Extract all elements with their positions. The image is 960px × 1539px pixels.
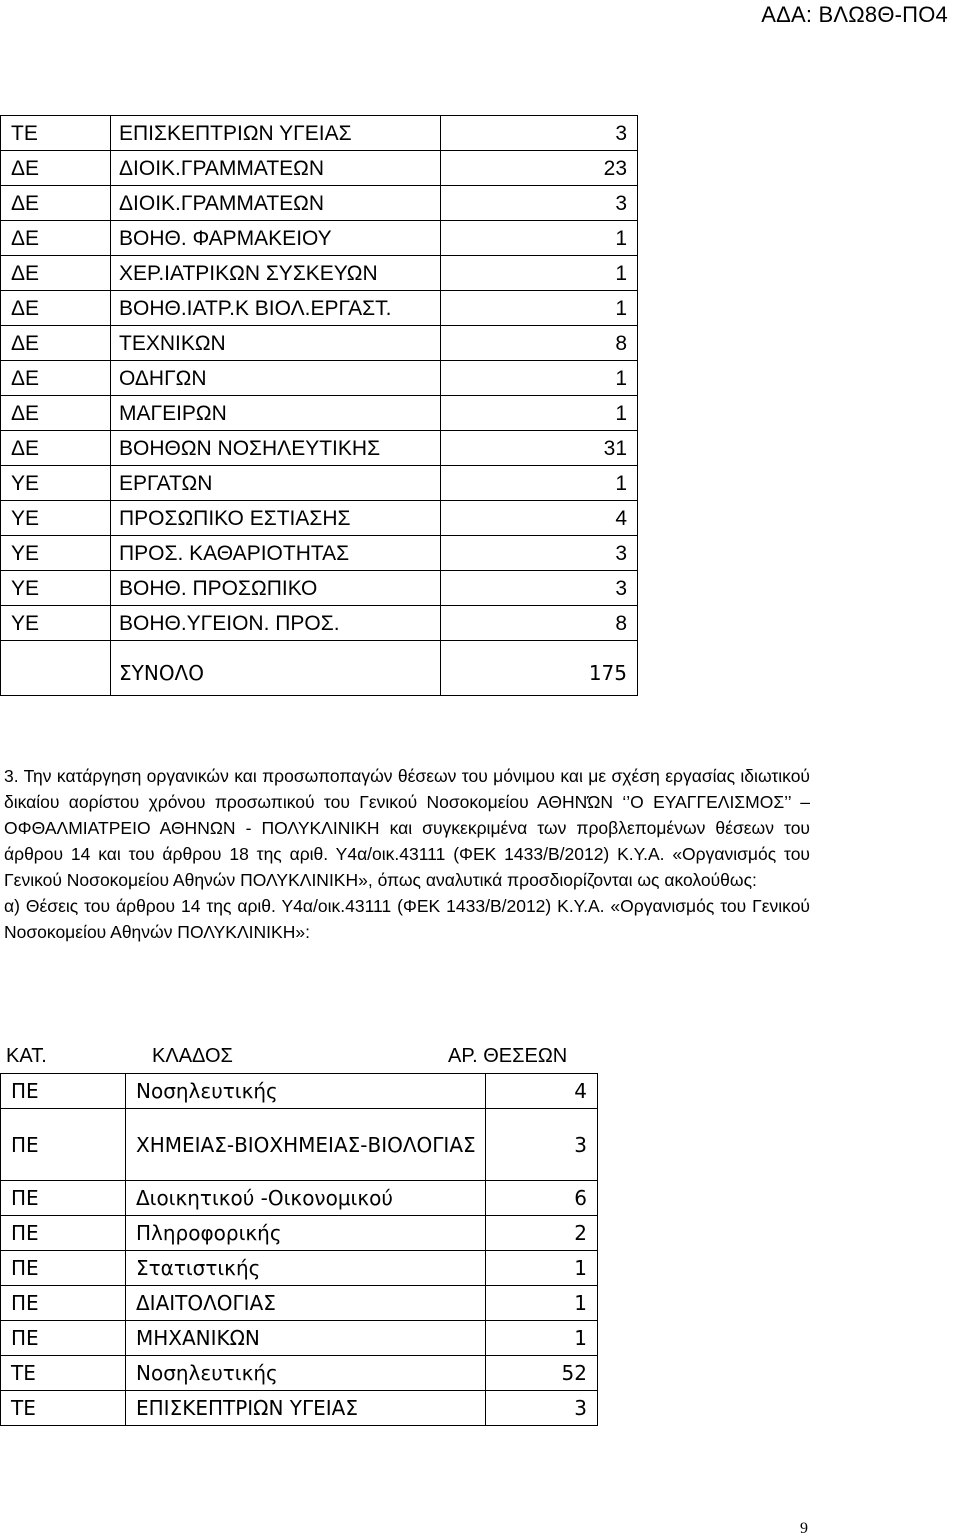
count-cell: 8 [441, 606, 638, 641]
branch-cell: ΒΟΗΘ. ΠΡΟΣΩΠΙΚΟ [111, 571, 441, 606]
positions-table-continued [0, 115, 638, 696]
column-header-category: ΚΑΤ. [6, 1045, 47, 1067]
table-row [1, 571, 638, 606]
category-cell: ΔΕ [1, 431, 111, 466]
table-row [1, 1251, 598, 1286]
table-row [1, 1216, 598, 1251]
branch-cell: ΠΡΟΣΩΠΙΚΟ ΕΣΤΙΑΣΗΣ [111, 501, 441, 536]
category-cell: ΠΕ [1, 1109, 126, 1181]
table-row [1, 606, 638, 641]
branch-cell: ΕΠΙΣΚΕΠΤΡΙΩΝ ΥΓΕΙΑΣ [126, 1391, 486, 1426]
branch-cell: ΔΙΟΙΚ.ΓΡΑΜΜΑΤΕΩΝ [111, 186, 441, 221]
table-row [1, 256, 638, 291]
total-label: ΣΥΝΟΛΟ [111, 641, 441, 696]
category-cell: ΠΕ [1, 1074, 126, 1109]
table-row [1, 536, 638, 571]
table-row [1, 326, 638, 361]
category-cell: ΔΕ [1, 256, 111, 291]
category-cell: ΤΕ [1, 116, 111, 151]
count-cell: 1 [486, 1321, 598, 1356]
branch-cell: ΔΙΑΙΤΟΛΟΓΙΑΣ [126, 1286, 486, 1321]
category-cell: ΔΕ [1, 291, 111, 326]
category-cell: ΠΕ [1, 1216, 126, 1251]
count-cell: 1 [441, 291, 638, 326]
branch-cell: ΟΔΗΓΩΝ [111, 361, 441, 396]
column-header-positions: ΑΡ. ΘΕΣΕΩΝ [448, 1045, 568, 1067]
count-cell: 1 [486, 1251, 598, 1286]
count-cell: 1 [441, 396, 638, 431]
page-number: 9 [800, 1520, 808, 1537]
count-cell: 6 [486, 1181, 598, 1216]
category-cell: ΥΕ [1, 501, 111, 536]
table-row [1, 501, 638, 536]
count-cell: 4 [441, 501, 638, 536]
branch-cell: ΜΑΓΕΙΡΩΝ [111, 396, 441, 431]
paragraph-main: 3. Την κατάργηση οργανικών και προσωποπαγών θέσεων του μόνιμου και με σχέση εργασίας ιδιωτικού δικαίου αορίστου χρόνου προσωπικού του Γενικού Νοσοκομείου ΑΘΗΝΏΝ ‘’Ο ΕΥΑΓΓΕΛΙΣΜΟΣ’’ – ΟΦΘΑΛΜΙΑΤΡΕΙΟ ΑΘΗΝΩΝ - ΠΟΛΥΚΛΙΝΙΚΗ και συγκεκριμένα των προβλεπομένων θέσεων του άρθρου 14 και του άρθρου 18 της αριθ. Υ4α/οικ.43111 (ΦΕΚ 1433/Β/2012) Κ.Υ.Α. «Οργανισμός του Γενικού Νοσοκομείου Αθηνών ΠΟΛΥΚΛΙΝΙΚΗ», όπως αναλυτικά προσδιορίζονται ως ακολούθως: [4, 766, 810, 890]
category-cell: ΤΕ [1, 1391, 126, 1426]
branch-cell: ΒΟΗΘ. ΦΑΡΜΑΚΕΙΟΥ [111, 221, 441, 256]
category-cell: ΠΕ [1, 1286, 126, 1321]
branch-cell: Νοσηλευτικής [126, 1074, 486, 1109]
table-row [1, 116, 638, 151]
count-cell: 3 [441, 571, 638, 606]
count-cell: 1 [486, 1286, 598, 1321]
count-cell: 52 [486, 1356, 598, 1391]
table-row [1, 1286, 598, 1321]
table-row [1, 1181, 598, 1216]
category-cell: ΔΕ [1, 151, 111, 186]
count-cell: 4 [486, 1074, 598, 1109]
category-cell: ΔΕ [1, 221, 111, 256]
count-cell: 31 [441, 431, 638, 466]
count-cell: 1 [441, 256, 638, 291]
count-cell: 3 [441, 116, 638, 151]
count-cell: 8 [441, 326, 638, 361]
count-cell: 2 [486, 1216, 598, 1251]
branch-cell: ΧΕΡ.ΙΑΤΡΙΚΩΝ ΣΥΣΚΕΥΩΝ [111, 256, 441, 291]
category-cell: ΥΕ [1, 606, 111, 641]
table-row [1, 466, 638, 501]
table-row [1, 431, 638, 466]
count-cell: 1 [441, 221, 638, 256]
branch-cell: ΜΗΧΑΝΙΚΩΝ [126, 1321, 486, 1356]
paragraph-sub: α) Θέσεις του άρθρου 14 της αριθ. Υ4α/οικ.43111 (ΦΕΚ 1433/Β/2012) Κ.Υ.Α. «Οργανισμός του Γενικού Νοσοκομείου Αθηνών ΠΟΛΥΚΛΙΝΙΚΗ»: [4, 896, 810, 942]
category-cell: ΥΕ [1, 536, 111, 571]
category-cell: ΔΕ [1, 396, 111, 431]
category-cell: ΥΕ [1, 571, 111, 606]
count-cell: 3 [486, 1391, 598, 1426]
branch-cell: ΧΗΜΕΙΑΣ-ΒΙΟΧΗΜΕΙΑΣ-ΒΙΟΛΟΓΙΑΣ [126, 1109, 486, 1181]
table-row [1, 291, 638, 326]
branch-cell: ΒΟΗΘΩΝ ΝΟΣΗΛΕΥΤΙΚΗΣ [111, 431, 441, 466]
count-cell: 3 [441, 186, 638, 221]
branch-cell: ΕΡΓΑΤΩΝ [111, 466, 441, 501]
branch-cell: Πληροφορικής [126, 1216, 486, 1251]
table-row [1, 1391, 598, 1426]
total-row [1, 641, 638, 696]
paragraph-section-3 [4, 763, 810, 945]
count-cell: 3 [486, 1109, 598, 1181]
table-row [1, 1109, 598, 1181]
category-cell: ΔΕ [1, 186, 111, 221]
count-cell: 1 [441, 361, 638, 396]
category-cell: ΠΕ [1, 1181, 126, 1216]
document-code: ΑΔΑ: ΒΛΩ8Θ-ΠΟ4 [761, 2, 948, 27]
count-cell: 1 [441, 466, 638, 501]
table-row [1, 221, 638, 256]
branch-cell: ΕΠΙΣΚΕΠΤΡΙΩΝ ΥΓΕΙΑΣ [111, 116, 441, 151]
table-row [1, 1074, 598, 1109]
table-row [1, 151, 638, 186]
count-cell: 23 [441, 151, 638, 186]
table-row [1, 1321, 598, 1356]
branch-cell: ΒΟΗΘ.ΥΓΕΙΟΝ. ΠΡΟΣ. [111, 606, 441, 641]
total-value: 175 [441, 641, 638, 696]
branch-cell: Νοσηλευτικής [126, 1356, 486, 1391]
column-header-branch: ΚΛΑΔΟΣ [152, 1045, 233, 1067]
empty-cell [1, 641, 111, 696]
category-cell: ΔΕ [1, 361, 111, 396]
category-cell: ΠΕ [1, 1251, 126, 1286]
table-row [1, 186, 638, 221]
branch-cell: Στατιστικής [126, 1251, 486, 1286]
table-row [1, 1356, 598, 1391]
branch-cell: Διοικητικού -Οικονομικού [126, 1181, 486, 1216]
branch-cell: ΤΕΧΝΙΚΩΝ [111, 326, 441, 361]
category-cell: ΥΕ [1, 466, 111, 501]
positions-table-article-14 [0, 1073, 598, 1426]
branch-cell: ΠΡΟΣ. ΚΑΘΑΡΙΟΤΗΤΑΣ [111, 536, 441, 571]
category-cell: ΔΕ [1, 326, 111, 361]
count-cell: 3 [441, 536, 638, 571]
category-cell: ΠΕ [1, 1321, 126, 1356]
category-cell: ΤΕ [1, 1356, 126, 1391]
branch-cell: ΔΙΟΙΚ.ΓΡΑΜΜΑΤΕΩΝ [111, 151, 441, 186]
branch-cell: ΒΟΗΘ.ΙΑΤΡ.Κ ΒΙΟΛ.ΕΡΓΑΣΤ. [111, 291, 441, 326]
table-row [1, 396, 638, 431]
table-row [1, 361, 638, 396]
